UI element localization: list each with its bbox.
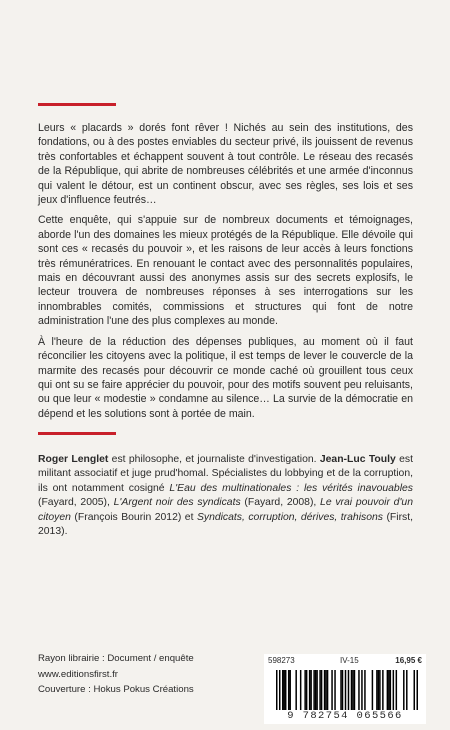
barcode-bar — [393, 670, 394, 710]
barcode-bar — [417, 670, 418, 710]
blurb-paragraph-3: À l'heure de la réduction des dépenses publiques, au moment où il faut réconcilier les citoyens avec la politique, il est temps de lever le couvercle de la marmite des recasés pour découvrir ce monde caché où grouillent tous ceux qui ont su se faire apprécier du pouvoir, pour des motifs souvent peu reluisants, ou que leur « modestie » condamne au silence… La survie de la démocratie en dépend et les solutions sont à portée de main. — [38, 335, 413, 420]
barcode-bar — [319, 670, 320, 710]
barcode-bar — [406, 670, 407, 710]
bottom-red-rule — [38, 432, 116, 435]
barcode-bar — [288, 670, 289, 710]
barcode-bar — [352, 670, 353, 710]
barcode-bar — [340, 670, 341, 710]
barcode-bar — [378, 670, 379, 710]
isbn-barcode — [276, 670, 418, 710]
barcode-bar — [390, 670, 391, 710]
barcode-bar — [316, 670, 317, 710]
cover-credit: Couverture : Hokus Pokus Créations — [38, 684, 194, 696]
author-name-2: Jean-Luc Touly — [319, 454, 396, 465]
barcode-bar — [282, 670, 283, 710]
barcode-bar — [379, 670, 380, 710]
top-red-rule — [38, 103, 116, 106]
book-title-2: L'Argent noir des syndicats — [113, 497, 241, 509]
barcode-bar — [283, 670, 284, 710]
credits — [38, 651, 194, 698]
barcode-bar — [304, 670, 305, 710]
barcode-bar — [321, 670, 322, 710]
barcode-bar — [351, 670, 352, 710]
rayon-label: Rayon librairie : Document / enquête — [38, 653, 194, 664]
barcode-bar — [315, 670, 316, 710]
barcode-bar — [361, 670, 362, 710]
barcode-bar — [276, 670, 277, 710]
barcode-bar — [324, 670, 325, 710]
book-publisher-1: (Fayard, 2005), — [38, 497, 114, 509]
author-name-1: Roger Lenglet — [38, 454, 109, 465]
book-title-3: Le vrai pouvoir d'un citoyen — [38, 497, 413, 523]
book-publisher-4: (First, 2013). — [38, 511, 413, 538]
barcode-panel — [264, 654, 426, 724]
edition-code: IV-15 — [340, 656, 359, 665]
barcode-bar — [289, 670, 290, 710]
back-cover-blurb — [38, 121, 413, 427]
price: 16,95 € — [395, 656, 422, 665]
barcode-bar — [354, 670, 355, 710]
barcode-bar — [331, 670, 332, 710]
book-title-4: Syndicats, corruption, dérives, trahisons — [196, 511, 383, 523]
barcode-bar — [342, 670, 343, 710]
barcode-bar — [295, 670, 296, 710]
barcode-bar — [327, 670, 328, 710]
author-desc-2: est militant associatif et juge prud'homal. Spécialistes du lobbying et de la corruption, ils ont notamment cosigné — [38, 454, 413, 494]
book-title-1: L'Eau des multinationales : les vérités inavouables — [169, 482, 413, 494]
barcode-header — [268, 656, 422, 667]
barcode-bar — [334, 670, 335, 710]
barcode-bar — [309, 670, 310, 710]
product-code: 598273 — [268, 656, 295, 665]
barcode-bar — [387, 670, 388, 710]
barcode-bar — [388, 670, 389, 710]
barcode-bar — [279, 670, 280, 710]
author-desc-1: est philosophe, et journaliste d'investigation. — [108, 454, 320, 465]
barcode-bar — [358, 670, 359, 710]
barcode-bar — [376, 670, 377, 710]
book-publisher-3: (François Bourin 2012) et — [70, 511, 197, 523]
barcode-bar — [313, 670, 314, 710]
barcode-bar — [414, 670, 415, 710]
barcode-bar — [325, 670, 326, 710]
barcode-bar — [396, 670, 397, 710]
barcode-bar — [364, 670, 365, 710]
author-bio — [38, 453, 413, 539]
isbn-digits: 9 782754 065566 — [287, 710, 403, 722]
barcode-bar — [306, 670, 307, 710]
barcode-bar — [310, 670, 311, 710]
barcode-bar — [345, 670, 346, 710]
blurb-paragraph-2: Cette enquête, qui s'appuie sur de nombreux documents et témoignages, aborde l'un des domaines les mieux protégés de la République. Elle dévoile qui sont ces « recasés du pouvoir », et les raisons de leur accès à leurs fonctions très rémunératrices. En renouant le contact avec des personnalités populaires, mais en découvrant aussi des anonymes assis sur des secrets explosifs, le lecteur trouvera de nombreuses réponses à ses interrogations sur les innombrables comités, commissions et structures qui font de notre administration l'une des plus complexes au monde. — [38, 214, 413, 328]
barcode-bar — [348, 670, 349, 710]
barcode-bar — [382, 670, 383, 710]
barcode-bar — [285, 670, 286, 710]
barcode-bar — [300, 670, 301, 710]
publisher-website: www.editionsfirst.fr — [38, 668, 118, 680]
barcode-bar — [403, 670, 404, 710]
blurb-paragraph-1: Leurs « placards » dorés font rêver ! Nichés au sein des institutions, des fondations, ou à des postes enviables du secteur privé, ils jouissent de revenus très confortables et échappent souvent à tout contrôle. Le réseau des recasés de la République, qui abrite de nombreuses célébrités et une armée d'inconnus qui valent le détour, est un continent obscur, avec ses règles, ses lois et ses jeux d'influence feutrés… — [38, 122, 413, 207]
barcode-bar — [372, 670, 373, 710]
book-publisher-2: (Fayard, 2008), — [240, 497, 321, 509]
